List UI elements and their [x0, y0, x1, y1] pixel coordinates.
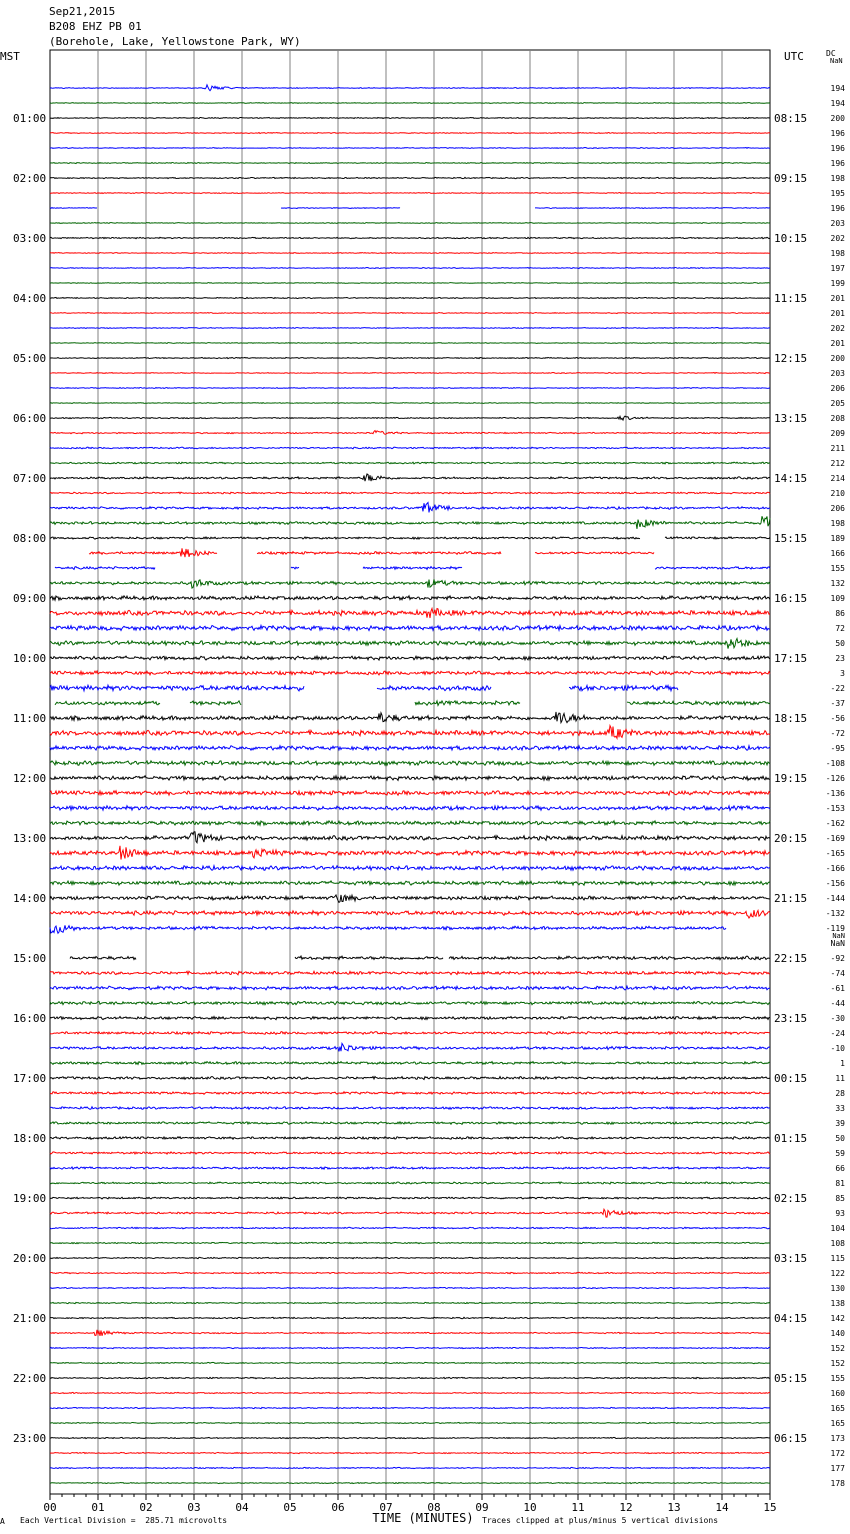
dc-offset-label: 23: [835, 654, 845, 663]
seismic-trace: [50, 1392, 770, 1393]
dc-offset-label: -24: [830, 1029, 845, 1038]
dc-offset-label: 206: [830, 384, 845, 393]
seismic-trace: [50, 1317, 770, 1318]
right-hour-label: 06:15: [774, 1432, 808, 1445]
left-hour-label: 11:00: [13, 712, 47, 725]
seismic-trace: [50, 492, 770, 494]
x-tick-label: 03: [187, 1501, 201, 1514]
dc-offset-label: NaN: [830, 939, 845, 948]
dc-offset-label: 72: [835, 624, 845, 633]
dc-offset-label: -30: [830, 1014, 845, 1023]
dc-offset-label: -156: [825, 879, 845, 888]
scale-note: Each Vertical Division = 285.71 microvolts: [20, 1516, 228, 1525]
dc-offset-label: 189: [830, 534, 845, 543]
seismic-trace: [50, 1362, 770, 1363]
x-tick-label: 09: [475, 1501, 489, 1514]
right-hour-label: 02:15: [774, 1192, 808, 1205]
seismic-trace: [55, 567, 770, 570]
x-tick-label: 06: [331, 1501, 345, 1514]
dc-offset-label: 39: [835, 1119, 845, 1128]
seismic-trace: [50, 85, 770, 91]
x-tick-label: 05: [283, 1501, 297, 1514]
seismic-trace: [50, 1227, 770, 1229]
dc-offset-label: 3: [840, 669, 845, 678]
dc-offset-label: -132: [825, 909, 845, 918]
dc-offset-label: 197: [830, 264, 845, 273]
x-tick-label: 11: [571, 1501, 585, 1514]
seismic-trace: [50, 1032, 770, 1035]
seismic-trace: [50, 1242, 770, 1243]
dc-offset-label: 201: [830, 309, 845, 318]
left-timezone-label: MST: [0, 50, 20, 63]
seismic-trace: [50, 639, 770, 649]
left-hour-label: 01:00: [13, 112, 47, 125]
dc-offset-label: 50: [835, 1134, 845, 1143]
seismic-trace: [50, 1302, 770, 1303]
dc-nan-marker: NaN: [832, 931, 845, 940]
right-timezone-label: UTC: [784, 50, 804, 63]
seismic-trace: [50, 462, 770, 464]
dc-offset-label: 178: [830, 1479, 845, 1488]
seismic-trace: [50, 416, 770, 420]
dc-offset-label: 86: [835, 609, 845, 618]
seismic-trace: [50, 1452, 770, 1453]
dc-offset-label: 172: [830, 1449, 845, 1458]
left-hour-label: 04:00: [13, 292, 47, 305]
dc-offset-label: -10: [830, 1044, 845, 1053]
right-hour-label: 14:15: [774, 472, 808, 485]
seismic-traces: [50, 85, 770, 1484]
seismic-trace: [50, 1062, 770, 1065]
dc-offset-label: -166: [825, 864, 845, 873]
dc-offset-label: -56: [830, 714, 845, 723]
x-tick-label: 10: [523, 1501, 537, 1514]
right-hour-label: 21:15: [774, 892, 808, 905]
dc-offset-label: 109: [830, 594, 845, 603]
seismic-trace: [50, 103, 770, 104]
seismic-trace: [50, 712, 770, 723]
dc-offset-label: 173: [830, 1434, 845, 1443]
right-hour-label: 10:15: [774, 232, 808, 245]
dc-offset-label: -136: [825, 789, 845, 798]
dc-offset-label: 201: [830, 294, 845, 303]
dc-offset-label: 138: [830, 1299, 845, 1308]
dc-offset-label: 50: [835, 639, 845, 648]
dc-offset-label: 165: [830, 1404, 845, 1413]
dc-offset-label: 203: [830, 369, 845, 378]
seismic-trace: [50, 1467, 770, 1468]
x-tick-label: 01: [91, 1501, 105, 1514]
left-hour-label: 03:00: [13, 232, 47, 245]
dc-offset-label: 93: [835, 1209, 845, 1218]
x-tick-label: 07: [379, 1501, 393, 1514]
dc-offset-label: -119: [825, 924, 845, 933]
seismic-trace: [50, 431, 770, 435]
seismic-trace: [50, 776, 770, 781]
dc-offset-label: 130: [830, 1284, 845, 1293]
seismic-trace: [50, 791, 770, 795]
left-hour-label: 19:00: [13, 1192, 47, 1205]
dc-offset-label: 166: [830, 549, 845, 558]
left-hour-label: 14:00: [13, 892, 47, 905]
dc-offset-label: 28: [835, 1089, 845, 1098]
dc-offset-label: 214: [830, 474, 845, 483]
seismic-trace: [50, 726, 770, 739]
seismic-trace: [50, 1209, 770, 1217]
seismic-trace: [50, 761, 770, 765]
seismic-trace: [50, 388, 770, 389]
dc-offset-label: -144: [825, 894, 845, 903]
dc-offset-label: 152: [830, 1359, 845, 1368]
left-hour-label: 22:00: [13, 1372, 47, 1385]
dc-offset-label: 202: [830, 324, 845, 333]
seismic-trace: [50, 193, 770, 194]
seismic-trace: [50, 1016, 770, 1019]
dc-offset-label: -44: [830, 999, 845, 1008]
seismic-trace: [50, 910, 770, 918]
dc-offset-label: -108: [825, 759, 845, 768]
seismic-trace: [50, 579, 770, 588]
dc-offset-label: 155: [830, 1374, 845, 1383]
seismic-trace: [50, 147, 770, 148]
right-hour-label: 11:15: [774, 292, 808, 305]
dc-offset-label: 200: [830, 114, 845, 123]
dc-offset-label: 104: [830, 1224, 845, 1233]
seismic-trace: [50, 925, 726, 933]
seismic-trace: [50, 1272, 770, 1273]
seismic-trace: [50, 1377, 770, 1378]
dc-offset-label: 200: [830, 354, 845, 363]
seismic-trace: [50, 625, 770, 630]
right-hour-label: 03:15: [774, 1252, 808, 1265]
seismic-trace: [50, 237, 770, 238]
right-hour-label: 15:15: [774, 532, 808, 545]
seismic-trace: [50, 1001, 770, 1004]
dc-offset-label: -165: [825, 849, 845, 858]
seismic-trace: [50, 821, 770, 825]
left-hour-label: 23:00: [13, 1432, 47, 1445]
seismic-trace: [50, 537, 770, 539]
dc-offset-label: -92: [830, 954, 845, 963]
left-hour-label: 18:00: [13, 1132, 47, 1145]
right-hour-label: 01:15: [774, 1132, 808, 1145]
seismic-trace: [50, 1152, 770, 1154]
dc-offset-label: -37: [830, 699, 845, 708]
dc-offset-label: -72: [830, 729, 845, 738]
seismic-trace: [50, 447, 770, 449]
seismic-trace: [50, 971, 770, 975]
seismic-trace: [50, 357, 770, 358]
dc-offset-label: 66: [835, 1164, 845, 1173]
right-hour-label: 16:15: [774, 592, 808, 605]
left-hour-label: 12:00: [13, 772, 47, 785]
seismic-trace: [50, 474, 770, 481]
left-hour-label: 10:00: [13, 652, 47, 665]
dc-offset-label: 198: [830, 249, 845, 258]
dc-offset-label: 177: [830, 1464, 845, 1473]
seismic-trace: [50, 252, 770, 253]
seismic-trace: [50, 1330, 770, 1336]
dc-offset-label: 59: [835, 1149, 845, 1158]
right-hour-label: 04:15: [774, 1312, 808, 1325]
dc-offset-label: 108: [830, 1239, 845, 1248]
seismic-trace: [50, 1167, 770, 1169]
seismic-trace: [50, 1107, 770, 1110]
clip-note: Traces clipped at plus/minus 5 vertical divisions: [482, 1516, 719, 1525]
seismic-trace: [50, 846, 770, 860]
dc-header-nan: NaN: [830, 57, 843, 65]
seismic-trace: [50, 223, 770, 224]
dc-offset-label: 201: [830, 339, 845, 348]
seismic-trace: [55, 701, 770, 706]
dc-offset-label: 33: [835, 1104, 845, 1113]
dc-offset-label: 140: [830, 1329, 845, 1338]
seismic-trace: [50, 986, 770, 990]
seismic-trace: [50, 208, 770, 209]
seismic-trace: [50, 1482, 770, 1483]
plot-frame: [50, 50, 770, 1494]
seismic-trace: [50, 1092, 770, 1095]
left-hour-label: 05:00: [13, 352, 47, 365]
dc-offset-label: 203: [830, 219, 845, 228]
seismic-trace: [50, 881, 770, 885]
seismic-trace: [50, 685, 678, 691]
dc-offset-label: 132: [830, 579, 845, 588]
seismic-trace: [50, 806, 770, 811]
seismic-trace: [50, 313, 770, 314]
dc-offset-label: 211: [830, 444, 845, 453]
dc-offset-label: 194: [830, 84, 845, 93]
left-hour-label: 15:00: [13, 952, 47, 965]
dc-offset-label: 152: [830, 1344, 845, 1353]
seismic-trace: [50, 671, 770, 675]
seismic-trace: [50, 1437, 770, 1438]
left-hour-label: 02:00: [13, 172, 47, 185]
dc-offset-label: 155: [830, 564, 845, 573]
seismic-trace: [50, 1182, 770, 1184]
seismic-trace: [50, 1347, 770, 1348]
right-hour-label: 13:15: [774, 412, 808, 425]
location-title: (Borehole, Lake, Yellowstone Park, WY): [49, 35, 301, 48]
seismic-trace: [50, 1287, 770, 1288]
dc-offset-label: -95: [830, 744, 845, 753]
seismic-trace: [50, 403, 770, 404]
seismic-trace: [50, 1043, 770, 1051]
left-hour-label: 08:00: [13, 532, 47, 545]
x-axis-title: TIME (MINUTES): [372, 1511, 474, 1525]
seismic-trace: [50, 1422, 770, 1423]
x-tick-label: 14: [715, 1501, 729, 1514]
left-hour-label: 21:00: [13, 1312, 47, 1325]
dc-offset-label: 196: [830, 204, 845, 213]
dc-offset-label: 115: [830, 1254, 845, 1263]
dc-offset-label: 208: [830, 414, 845, 423]
right-hour-label: 12:15: [774, 352, 808, 365]
x-tick-label: 00: [43, 1501, 57, 1514]
dc-offset-label: 11: [835, 1074, 845, 1083]
date-title: Sep21,2015: [49, 5, 116, 18]
seismic-trace: [50, 267, 770, 268]
seismic-trace: [50, 1077, 770, 1080]
dc-offset-label: 122: [830, 1269, 845, 1278]
seismic-trace: [50, 596, 770, 600]
dc-offset-label: 196: [830, 144, 845, 153]
seismic-trace: [50, 746, 770, 751]
dc-offset-label: 196: [830, 129, 845, 138]
dc-offset-label: 210: [830, 489, 845, 498]
seismic-trace: [50, 1137, 770, 1140]
seismic-trace: [50, 1257, 770, 1258]
seismic-trace: [50, 1122, 770, 1125]
dc-offset-label: 142: [830, 1314, 845, 1323]
dc-offset-label: 212: [830, 459, 845, 468]
dc-offset-label: 195: [830, 189, 845, 198]
seismic-trace: [50, 117, 770, 118]
dc-offset-label: -169: [825, 834, 845, 843]
x-tick-label: 08: [427, 1501, 441, 1514]
dc-offset-label: -162: [825, 819, 845, 828]
corner-mark: A: [0, 1517, 5, 1526]
dc-offset-label: 198: [830, 174, 845, 183]
right-hour-labels: [774, 112, 807, 1445]
right-hour-label: 05:15: [774, 1372, 808, 1385]
right-hour-label: 00:15: [774, 1072, 808, 1085]
dc-offset-label: 85: [835, 1194, 845, 1203]
x-tick-label: 04: [235, 1501, 249, 1514]
dc-offset-label: -153: [825, 804, 845, 813]
seismic-trace: [50, 343, 770, 344]
seismic-trace: [70, 956, 770, 960]
seismic-trace: [50, 656, 770, 660]
left-hour-label: 06:00: [13, 412, 47, 425]
left-hour-label: 17:00: [13, 1072, 47, 1085]
dc-offset-label: 194: [830, 99, 845, 108]
seismic-trace: [50, 177, 770, 178]
dc-offset-label: 81: [835, 1179, 845, 1188]
dc-header-label: DC: [826, 49, 836, 58]
dc-offset-label: 196: [830, 159, 845, 168]
seismic-trace: [50, 895, 770, 902]
dc-offset-label: 165: [830, 1419, 845, 1428]
x-tick-label: 12: [619, 1501, 633, 1514]
dc-offset-label: -61: [830, 984, 845, 993]
x-tick-label: 15: [763, 1501, 777, 1514]
right-hour-label: 19:15: [774, 772, 808, 785]
right-hour-label: 23:15: [774, 1012, 808, 1025]
x-tick-label: 13: [667, 1501, 681, 1514]
seismic-trace: [50, 297, 770, 298]
right-hour-label: 22:15: [774, 952, 808, 965]
dc-offset-label: 1: [840, 1059, 845, 1068]
left-hour-label: 07:00: [13, 472, 47, 485]
seismic-trace: [50, 372, 770, 373]
dc-offset-labels: [826, 84, 845, 1488]
dc-offset-label: -74: [830, 969, 845, 978]
seismic-trace: [50, 609, 770, 618]
dc-offset-label: 198: [830, 519, 845, 528]
right-hour-label: 18:15: [774, 712, 808, 725]
dc-offset-label: 199: [830, 279, 845, 288]
right-hour-label: 09:15: [774, 172, 808, 185]
right-hour-label: 17:15: [774, 652, 808, 665]
seismic-trace: [50, 1197, 770, 1199]
seismic-trace: [50, 283, 770, 284]
left-hour-label: 13:00: [13, 832, 47, 845]
seismic-trace: [50, 832, 770, 843]
dc-offset-label: 202: [830, 234, 845, 243]
station-title: B208 EHZ PB 01: [49, 20, 142, 33]
dc-offset-label: 209: [830, 429, 845, 438]
left-hour-labels: [13, 112, 46, 1445]
right-hour-label: 20:15: [774, 832, 808, 845]
x-tick-label: 02: [139, 1501, 153, 1514]
right-hour-label: 08:15: [774, 112, 808, 125]
seismic-trace: [50, 133, 770, 134]
minute-gridlines: [98, 50, 722, 1494]
seismic-trace: [50, 328, 770, 329]
seismic-trace: [50, 516, 770, 529]
left-hour-label: 09:00: [13, 592, 47, 605]
left-hour-label: 16:00: [13, 1012, 47, 1025]
seismic-trace: [89, 548, 654, 557]
dc-offset-label: 205: [830, 399, 845, 408]
dc-offset-label: 206: [830, 504, 845, 513]
seismic-trace: [50, 1407, 770, 1408]
dc-offset-label: 160: [830, 1389, 845, 1398]
seismic-trace: [50, 503, 770, 513]
dc-offset-label: -126: [825, 774, 845, 783]
dc-offset-label: -22: [830, 684, 845, 693]
left-hour-label: 20:00: [13, 1252, 47, 1265]
seismic-trace: [50, 163, 770, 164]
seismic-trace: [50, 866, 770, 871]
